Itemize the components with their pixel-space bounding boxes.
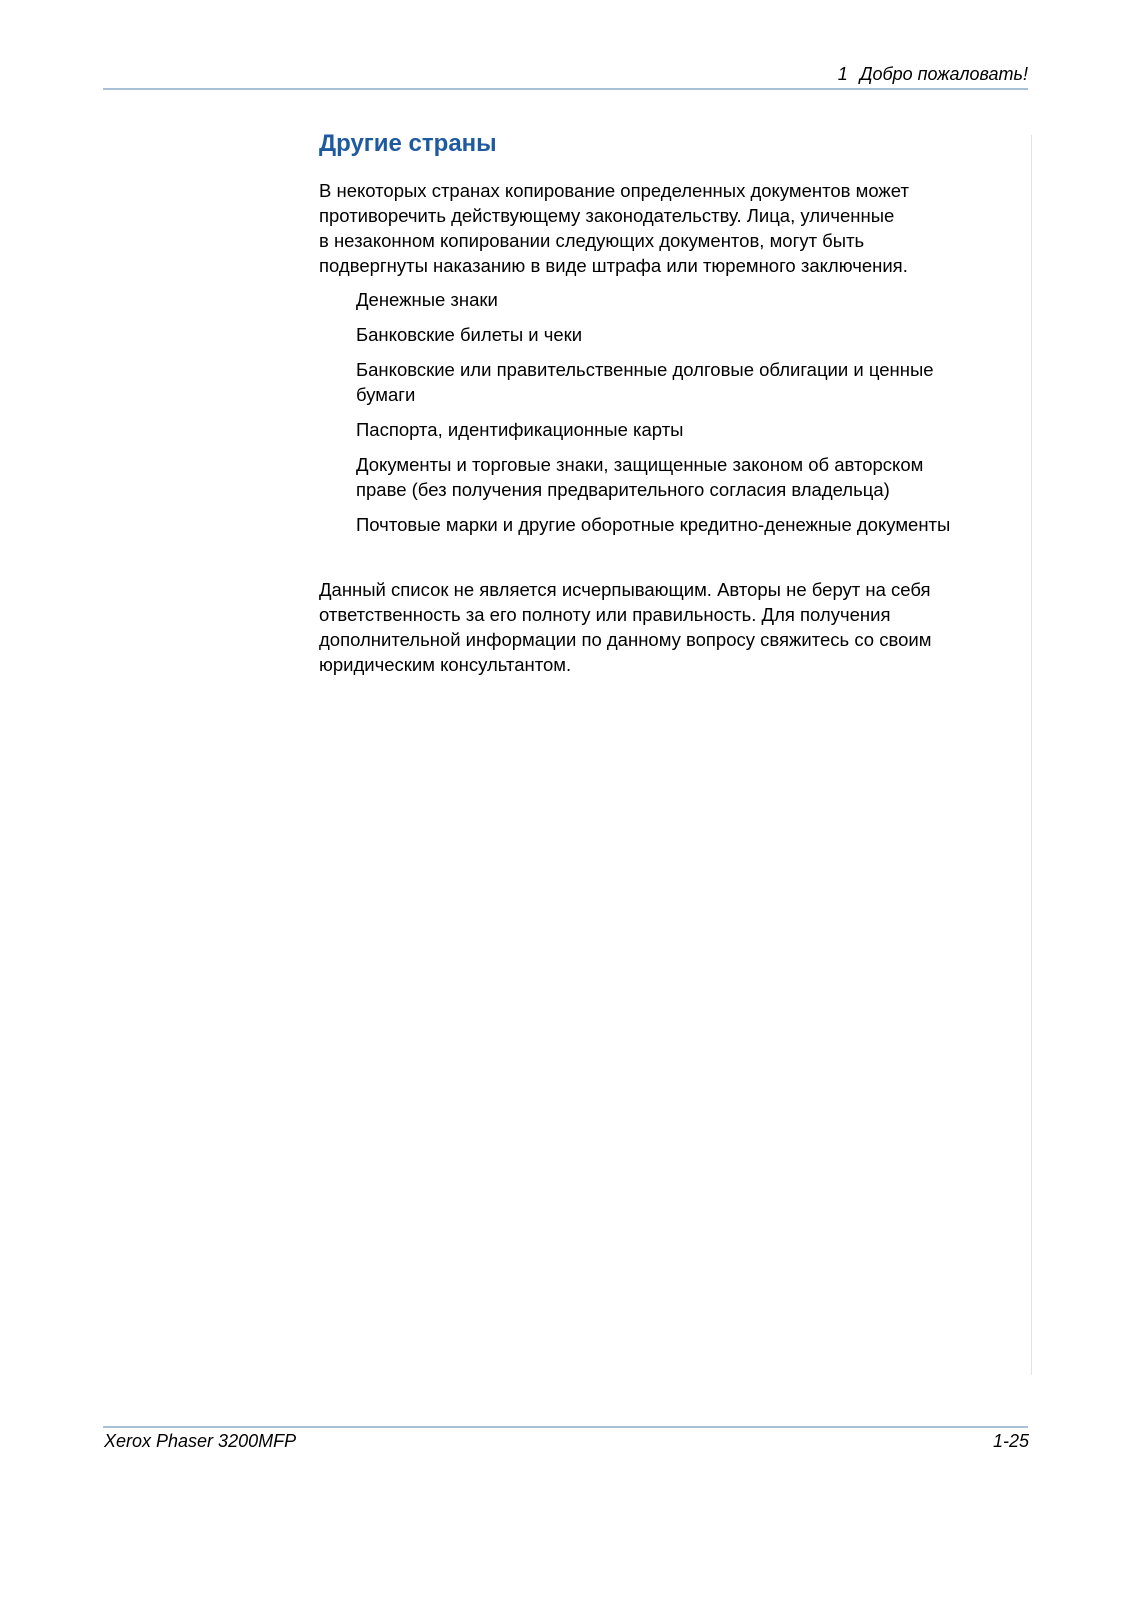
list-item-text: Банковские или правительственные долговые облигации и ценные xyxy=(356,359,934,380)
list-item xyxy=(356,322,1039,347)
header-rule xyxy=(103,88,1028,90)
list-item-text: Почтовые марки и другие оборотные кредитно-денежные документы xyxy=(356,514,951,535)
list-item xyxy=(356,452,1039,502)
intro-line: В некоторых странах копирование определенных документов может xyxy=(319,180,909,201)
closing-line: юридическим консультантом. xyxy=(319,654,572,675)
page-content xyxy=(319,128,1039,677)
footer-rule xyxy=(103,1426,1028,1428)
list-item-text: праве (без получения предварительного согласия владельца) xyxy=(356,479,890,500)
closing-line: Данный список не является исчерпывающим. Авторы не берут на себя xyxy=(319,579,931,600)
list-item xyxy=(356,287,1039,312)
intro-paragraph xyxy=(319,178,1039,278)
list-item-text: Документы и торговые знаки, защищенные законом об авторском xyxy=(356,454,924,475)
chapter-number: 1 xyxy=(837,64,848,84)
list-item xyxy=(356,357,1039,407)
chapter-title: Добро пожаловать! xyxy=(859,64,1028,84)
footer-page-number: 1-25 xyxy=(992,1431,1029,1451)
intro-line: в незаконном копировании следующих документов, могут быть xyxy=(319,230,865,251)
document-list xyxy=(356,287,1039,537)
list-item xyxy=(356,417,1039,442)
closing-paragraph xyxy=(319,577,1039,677)
section-title: Другие страны xyxy=(319,130,497,157)
intro-line: подвергнуты наказанию в виде штрафа или тюремного заключения. xyxy=(319,255,908,276)
closing-line: дополнительной информации по данному вопросу свяжитесь со своим xyxy=(319,629,932,650)
running-header xyxy=(838,64,1028,85)
list-item-text: Банковские билеты и чеки xyxy=(356,324,583,345)
list-item-text: бумаги xyxy=(356,384,416,405)
list-item xyxy=(356,512,1039,537)
intro-line: противоречить действующему законодательству. Лица, уличенные xyxy=(319,205,895,226)
list-item-text: Паспорта, идентификационные карты xyxy=(356,419,684,440)
footer-product-name: Xerox Phaser 3200MFP xyxy=(104,1431,297,1451)
list-item-text: Денежные знаки xyxy=(356,289,498,310)
closing-line: ответственность за его полноту или правильность. Для получения xyxy=(319,604,891,625)
